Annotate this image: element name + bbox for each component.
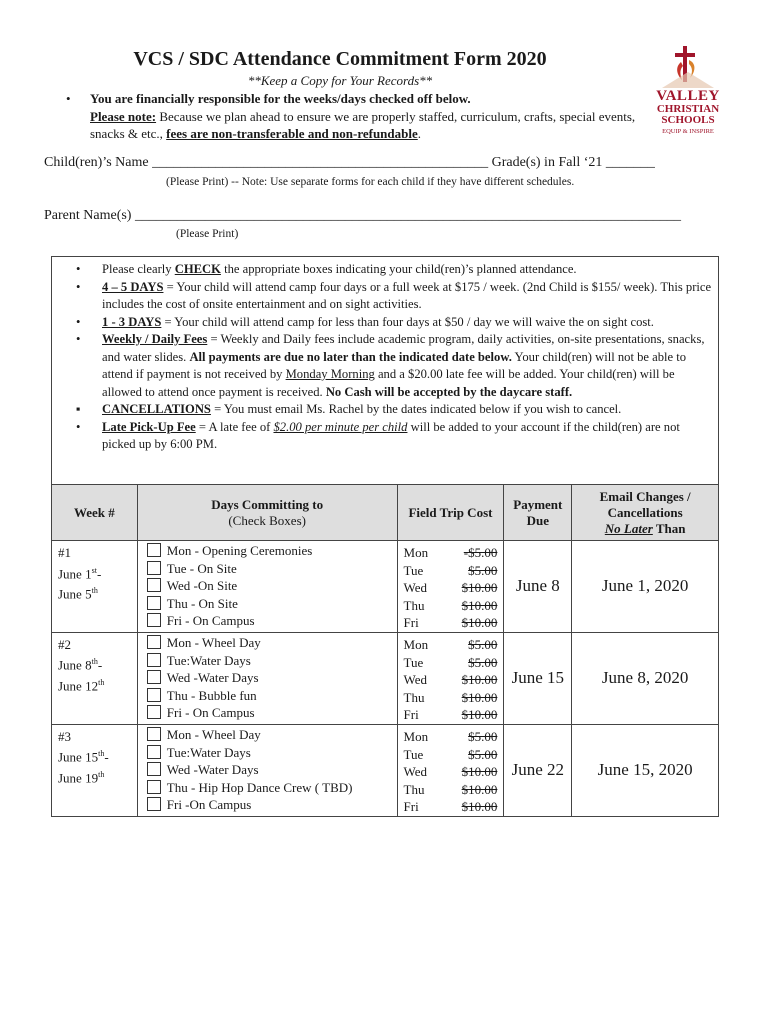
day-checkbox[interactable] [147, 797, 161, 811]
day-checkbox[interactable] [147, 780, 161, 794]
rule-1-3-days: • 1 - 3 DAYS = Your child will attend camp for less than four days at $50 / day we will waive the on sight cost. [76, 314, 654, 329]
rule-4-5-days: • 4 – 5 DAYS = Your child will attend camp four days or a full week at $175 / week. (2nd Child is $155/ week). This price includes the cost of onsite entertainment and on sight activities. [76, 279, 712, 311]
payment-due-date: June 15 [504, 632, 572, 724]
day-checkbox[interactable] [147, 543, 161, 557]
page-title: VCS / SDC Attendance Commitment Form 2020 [133, 48, 547, 70]
header-days: Days Committing to (Check Boxes) [137, 485, 397, 541]
rule-late-pickup: • Late Pick-Up Fee = A late fee of $2.00 per minute per child will be added to your account if the child(ren) are not picked up by 6:00 PM. [76, 419, 680, 451]
cross-flame-icon [648, 44, 728, 90]
day-checkbox[interactable] [147, 653, 161, 667]
payment-due-date: June 8 [504, 541, 572, 633]
parent-name-field[interactable]: Parent Name(s) ______________________________________________________________________________ [44, 208, 681, 223]
rules-box [51, 256, 719, 484]
header-field-trip: Field Trip Cost [397, 485, 504, 541]
days-cell: Mon - Opening Ceremonies Tue - On Site Wed -On Site Thu - On Site Fri - On Campus [137, 541, 397, 633]
days-cell: Mon - Wheel Day Tue:Water Days Wed -Water Days Thu - Hip Hop Dance Crew ( TBD) Fri -On Campus [137, 724, 397, 816]
schedule-table [51, 484, 719, 817]
day-checkbox[interactable] [147, 578, 161, 592]
rule-weekly-daily-fees: • Weekly / Daily Fees = Weekly and Daily fees include academic program, daily activities, on-site presentations, snacks, and water slides. All payments are due no later than the indicated date below. Your child(ren) will not be able to attend if payment is not received by Monday Morning and a $20.00 late fee will be added. Your child(ren) will be allowed to attend once payment is received. No Cash will be accepted by the daycare staff. [76, 332, 705, 399]
table-header-row [52, 485, 719, 541]
day-checkbox[interactable] [147, 613, 161, 627]
days-cell: Mon - Wheel Day Tue:Water Days Wed -Water Days Thu - Bubble fun Fri - On Campus [137, 632, 397, 724]
field-trip-cell: Mon -$5.00 Tue $5.00 Wed $10.00 Thu $10.00 Fri $10.00 [397, 541, 504, 633]
logo-tagline: EQUIP & INSPIRE [662, 128, 714, 135]
keep-copy-note: **Keep a Copy for Your Records** [247, 73, 433, 88]
school-logo [648, 44, 728, 134]
cancellation-deadline: June 8, 2020 [572, 632, 719, 724]
day-checkbox[interactable] [147, 762, 161, 776]
day-checkbox[interactable] [147, 705, 161, 719]
day-checkbox[interactable] [147, 670, 161, 684]
day-checkbox[interactable] [147, 635, 161, 649]
intro-block [66, 90, 646, 143]
please-note: Please note: Because we plan ahead to ensure we are properly staffed, curriculum, crafts, special events, snacks & etc., fees are non-transferable and non-refundable. [90, 108, 636, 141]
rule-check: • Please clearly CHECK the appropriate boxes indicating your child(ren)’s planned attendance. [76, 262, 577, 276]
table-row [52, 632, 719, 724]
financial-responsibility: You are financially responsible for the weeks/days checked off below. [90, 91, 471, 106]
day-checkbox[interactable] [147, 745, 161, 759]
logo-line-valley: VALLEY [656, 88, 720, 104]
child-name-note: (Please Print) -- Note: Use separate forms for each child if they have different schedules. [166, 176, 575, 188]
rule-cancellations: ▪ CANCELLATIONS = You must email Ms. Rachel by the dates indicated below if you wish to cancel. [76, 402, 622, 416]
day-checkbox[interactable] [147, 688, 161, 702]
parent-name-note: (Please Print) [176, 228, 239, 240]
payment-due-date: June 22 [504, 724, 572, 816]
week-cell: #1 June 1st- June 5th [52, 541, 138, 633]
header-email-changes: Email Changes / Cancellations No Later Than [572, 485, 719, 541]
header-payment-due: Payment Due [504, 485, 572, 541]
cancellation-deadline: June 15, 2020 [572, 724, 719, 816]
week-cell: #2 June 8th- June 12th [52, 632, 138, 724]
day-checkbox[interactable] [147, 727, 161, 741]
field-trip-cell: Mon $5.00 Tue $5.00 Wed $10.00 Thu $10.00 Fri $10.00 [397, 632, 504, 724]
logo-line-schools: SCHOOLS [661, 114, 715, 126]
week-cell: #3 June 15th- June 19th [52, 724, 138, 816]
table-row [52, 724, 719, 816]
day-checkbox[interactable] [147, 596, 161, 610]
intro-bullet: • [66, 91, 71, 106]
table-row [52, 541, 719, 633]
header-week: Week # [52, 485, 138, 541]
logo-line-christian: CHRISTIAN [656, 103, 720, 115]
field-trip-cell: Mon $5.00 Tue $5.00 Wed $10.00 Thu $10.00 Fri $10.00 [397, 724, 504, 816]
cancellation-deadline: June 1, 2020 [572, 541, 719, 633]
child-name-field[interactable]: Child(ren)’s Name ________________________________________________ Grade(s) in Fall ‘21 _______ [44, 155, 655, 170]
day-checkbox[interactable] [147, 561, 161, 575]
